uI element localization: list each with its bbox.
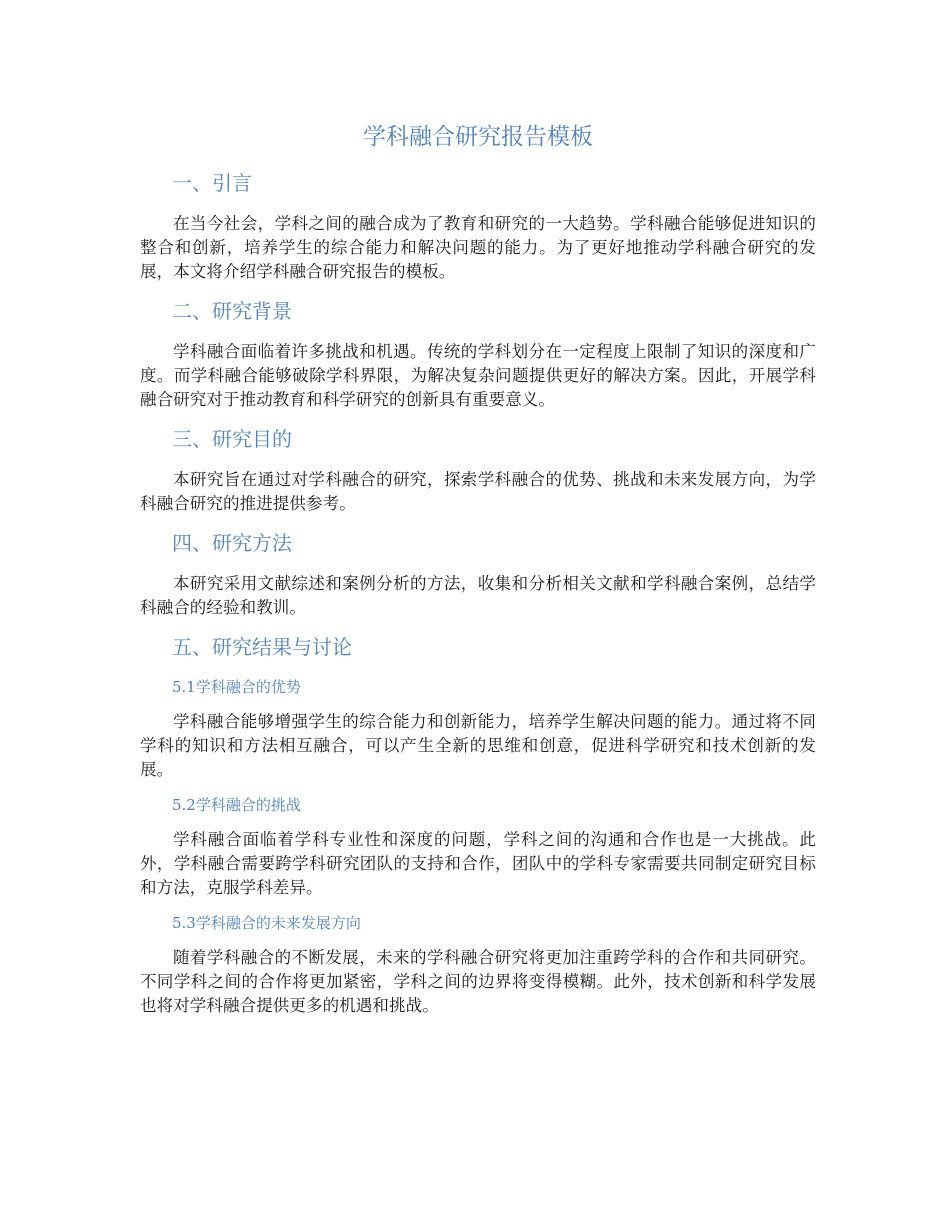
section-paragraph: 本研究采用文献综述和案例分析的方法，收集和分析相关文献和学科融合案例，总结学科融合的经验和教训。 — [140, 574, 816, 617]
section-purpose — [140, 424, 816, 516]
section-heading: 三、研究目的 — [172, 427, 292, 451]
section-method — [140, 528, 816, 620]
document-title: 学科融合研究报告模板 — [363, 124, 593, 150]
section-heading: 四、研究方法 — [172, 531, 292, 555]
subsection-challenges — [140, 794, 816, 900]
subsection-heading: 5.2学科融合的挑战 — [172, 796, 301, 814]
subsection-paragraph: 学科融合能够增强学生的综合能力和创新能力，培养学生解决问题的能力。通过将不同学科的知识和方法相互融合，可以产生全新的思维和创意，促进科学研究和技术创新的发展。 — [140, 712, 816, 779]
section-introduction — [140, 168, 816, 284]
section-paragraph: 在当今社会，学科之间的融合成为了教育和研究的一大趋势。学科融合能够促进知识的整合和创新，培养学生的综合能力和解决问题的能力。为了更好地推动学科融合研究的发展，本文将介绍学科融合研究报告的模板。 — [140, 214, 816, 281]
subsection-paragraph: 学科融合面临着学科专业性和深度的问题，学科之间的沟通和合作也是一大挑战。此外，学科融合需要跨学科研究团队的支持和合作，团队中的学科专家需要共同制定研究目标和方法，克服学科差异。 — [140, 830, 816, 897]
subsection-advantages — [140, 676, 816, 782]
section-results — [140, 632, 816, 1018]
subsection-future — [140, 912, 816, 1018]
subsection-paragraph: 随着学科融合的不断发展，未来的学科融合研究将更加注重跨学科的合作和共同研究。不同学科之间的合作将更加紧密，学科之间的边界将变得模糊。此外，技术创新和科学发展也将对学科融合提供更多的机遇和挑战。 — [140, 948, 816, 1015]
section-background — [140, 296, 816, 412]
section-heading: 一、引言 — [172, 171, 252, 195]
subsection-heading: 5.1学科融合的优势 — [172, 678, 301, 696]
section-heading: 五、研究结果与讨论 — [172, 635, 352, 659]
section-paragraph: 学科融合面临着许多挑战和机遇。传统的学科划分在一定程度上限制了知识的深度和广度。而学科融合能够破除学科界限，为解决复杂问题提供更好的解决方案。因此，开展学科融合研究对于推动教育和科学研究的创新具有重要意义。 — [140, 342, 816, 409]
section-heading: 二、研究背景 — [172, 299, 292, 323]
subsection-heading: 5.3学科融合的未来发展方向 — [172, 914, 361, 932]
document-body — [140, 118, 816, 1030]
section-paragraph: 本研究旨在通过对学科融合的研究，探索学科融合的优势、挑战和未来发展方向，为学科融合研究的推进提供参考。 — [140, 470, 816, 513]
